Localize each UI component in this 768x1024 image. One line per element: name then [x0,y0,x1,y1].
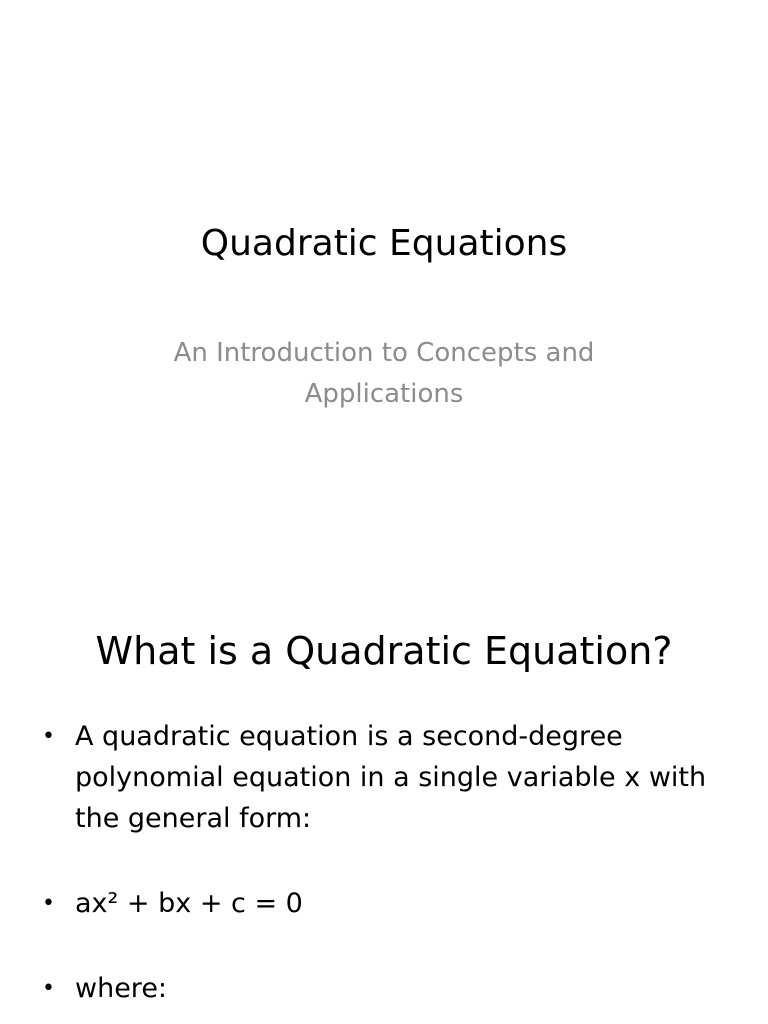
content-slide [0,576,768,1024]
bullet-text: ax² + bx + c = 0 [75,888,303,919]
bullet-text: where: [75,973,168,1004]
bullet-icon: • [42,891,55,916]
bullet-text: A quadratic equation is a second-degree polynomial equation in a single variable x with the general form: [75,721,707,834]
presentation-title: Quadratic Equations [200,223,568,264]
presentation-subtitle: An Introduction to Concepts and Applications [173,338,595,409]
bullet-list [0,716,768,1024]
bullet-item-formula [0,883,768,924]
bullet-icon: • [42,976,55,1001]
slide-title: What is a Quadratic Equation? [95,629,673,673]
bullet-icon: • [42,724,55,749]
bullet-item-definition [0,716,768,839]
bullet-item-where [0,968,768,1009]
